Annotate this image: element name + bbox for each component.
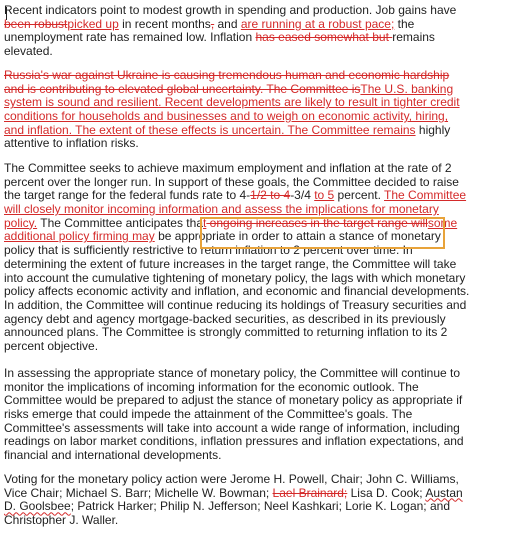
inserted-text[interactable]: t bbox=[203, 215, 207, 230]
inserted-text[interactable]: are running at a robust pace; bbox=[240, 16, 395, 31]
text-run: Recent indicators point to modest growth in spending and production. Job gains have bbox=[4, 3, 457, 17]
text-run: The Committee seeks to achieve maximum employment and inflation at the rate of 2 bbox=[4, 161, 452, 175]
line bbox=[4, 408, 464, 422]
deleted-text[interactable]: ongoing increases in the target range will bbox=[206, 215, 428, 230]
line bbox=[4, 45, 456, 59]
text-run: in recent months bbox=[118, 16, 211, 31]
text-run: elevated. bbox=[4, 44, 53, 59]
inserted-text[interactable]: additional policy firming may bbox=[4, 229, 155, 244]
line bbox=[4, 137, 460, 151]
line bbox=[4, 31, 456, 45]
line bbox=[4, 500, 463, 514]
text-run: Christopher J. Waller. bbox=[4, 513, 119, 528]
line bbox=[4, 394, 464, 408]
deleted-text[interactable]: been robust bbox=[4, 16, 68, 31]
text-run: Committee would be prepared to adjust the stance of monetary policy as appropriate if bbox=[4, 393, 463, 408]
paragraph-banking-system bbox=[4, 69, 460, 151]
line bbox=[4, 313, 469, 327]
line bbox=[4, 162, 469, 176]
text-run: ; Patrick Harker; Philip N. Jefferson; Neel Kashkari; Lorie K. Logan; and bbox=[70, 499, 450, 514]
line bbox=[4, 272, 469, 286]
line bbox=[4, 69, 460, 83]
inserted-text[interactable]: policy. bbox=[4, 215, 38, 230]
line bbox=[4, 449, 464, 463]
text-run: Committee's assessments will take into account a wide range of information, including bbox=[4, 420, 460, 435]
text-run: In addition, the Committee will continue reducing its holdings of Treasury securities and bbox=[4, 297, 467, 312]
inserted-text[interactable]: The U.S. banking bbox=[360, 81, 454, 96]
text-run: In assessing the appropriate stance of monetary policy, the Committee will continue to bbox=[4, 366, 461, 380]
line bbox=[4, 189, 469, 203]
paragraph-policy-decision bbox=[4, 162, 469, 354]
text-run: readings on labor market conditions, inflation pressures and inflation expectations, and bbox=[4, 434, 464, 449]
deleted-text[interactable]: and is contributing to elevated global uncertainty. The Committee is bbox=[4, 81, 361, 96]
line bbox=[4, 4, 456, 18]
inserted-text[interactable]: and inflation. The extent of these effects is uncertain. The Committee remains bbox=[4, 122, 416, 137]
line bbox=[4, 230, 469, 244]
line bbox=[4, 299, 469, 313]
text-run: Vice Chair; Michael S. Barr; Michelle W. Bowman; bbox=[4, 485, 273, 500]
inserted-text[interactable]: picked up bbox=[67, 16, 119, 31]
text-run: percent over the longer run. In support of these goals, the Committee decided to raise bbox=[4, 174, 459, 189]
text-run: The Committee anticipates tha bbox=[37, 215, 203, 230]
inserted-text[interactable]: will closely monitor incoming information and assess the implications for monetary bbox=[4, 202, 439, 217]
text-run: financial and international developments. bbox=[4, 448, 222, 463]
text-run: Voting for the monetary policy action were Jerome H. Powell, Chair; John C. Williams, bbox=[4, 472, 459, 486]
paragraph-economic-indicators bbox=[4, 4, 456, 59]
line bbox=[4, 285, 469, 299]
inserted-text[interactable]: The Committee bbox=[384, 188, 467, 203]
text-run: risks emerge that could impede the attainment of the Committee's goals. The bbox=[4, 407, 413, 422]
text-run: announced plans. The Committee is strongly committed to returning inflation to its 2 bbox=[4, 325, 448, 340]
text-run: -3/4 bbox=[290, 188, 315, 203]
line bbox=[4, 487, 463, 501]
text-run: highly bbox=[415, 122, 451, 137]
spelling-flagged-text[interactable]: D. Goolsbee bbox=[4, 499, 71, 514]
spelling-flagged-text[interactable]: Austan bbox=[425, 485, 463, 500]
deleted-text[interactable]: has eased somewhat but bbox=[255, 30, 393, 45]
text-run: the bbox=[394, 16, 415, 31]
line bbox=[4, 381, 464, 395]
text-run: agency debt and agency mortgage-backed securities, as described in its previously bbox=[4, 311, 446, 326]
line bbox=[4, 435, 464, 449]
inserted-text[interactable]: some bbox=[427, 215, 458, 230]
text-run: into account the cumulative tightening of monetary policy, the lags with which monetary bbox=[4, 270, 466, 285]
text-run: the target range for the federal funds rate to 4- bbox=[4, 188, 251, 203]
paragraph-assessment bbox=[4, 367, 464, 463]
deleted-text[interactable]: 1/2 to 4 bbox=[250, 188, 291, 203]
line bbox=[4, 96, 460, 110]
text-run: attentive to inflation risks. bbox=[4, 136, 139, 151]
text-run: monitor the implications of incoming information for the economic outlook. The bbox=[4, 379, 419, 394]
text-run: policy affects economic activity and inflation, and economic and financial developments. bbox=[4, 284, 470, 299]
inserted-text[interactable]: to 5 bbox=[314, 188, 335, 203]
line bbox=[4, 83, 460, 97]
deleted-text[interactable]: Russia's war against Ukraine is causing tremendous human and economic hardship bbox=[4, 68, 450, 82]
line bbox=[4, 176, 469, 190]
line bbox=[4, 340, 469, 354]
paragraph-voting bbox=[4, 473, 463, 528]
deleted-text[interactable]: , bbox=[210, 16, 215, 31]
inserted-text[interactable]: conditions for households and businesses and to weigh on economic activity, hiring, bbox=[4, 109, 449, 124]
text-run: determining the extent of future increases in the target range, the Committee will take bbox=[4, 256, 457, 271]
text-run: unemployment rate has remained low. Inflation bbox=[4, 30, 256, 45]
text-run: Lisa D. Cook; bbox=[347, 485, 426, 500]
line bbox=[4, 514, 463, 528]
deleted-text[interactable]: Lael Brainard; bbox=[272, 485, 348, 500]
text-run: percent. bbox=[334, 188, 385, 203]
text-run: be appropriate in order to attain a stance of monetary bbox=[154, 229, 441, 244]
text-run: remains bbox=[392, 30, 435, 45]
line bbox=[4, 244, 469, 258]
line bbox=[4, 124, 460, 138]
line bbox=[4, 422, 464, 436]
line bbox=[4, 203, 469, 217]
line bbox=[4, 258, 469, 272]
line bbox=[4, 473, 463, 487]
inserted-text[interactable]: system is sound and resilient. Recent developments are likely to result in tighter credit bbox=[4, 95, 460, 110]
text-run: policy that is sufficiently restrictive to return inflation to 2 percent over time. In bbox=[4, 243, 413, 258]
line bbox=[4, 18, 456, 32]
line bbox=[4, 367, 464, 381]
line bbox=[4, 326, 469, 340]
line bbox=[4, 217, 469, 231]
line bbox=[4, 110, 460, 124]
text-run: and bbox=[214, 16, 241, 31]
text-run: percent objective. bbox=[4, 338, 99, 353]
